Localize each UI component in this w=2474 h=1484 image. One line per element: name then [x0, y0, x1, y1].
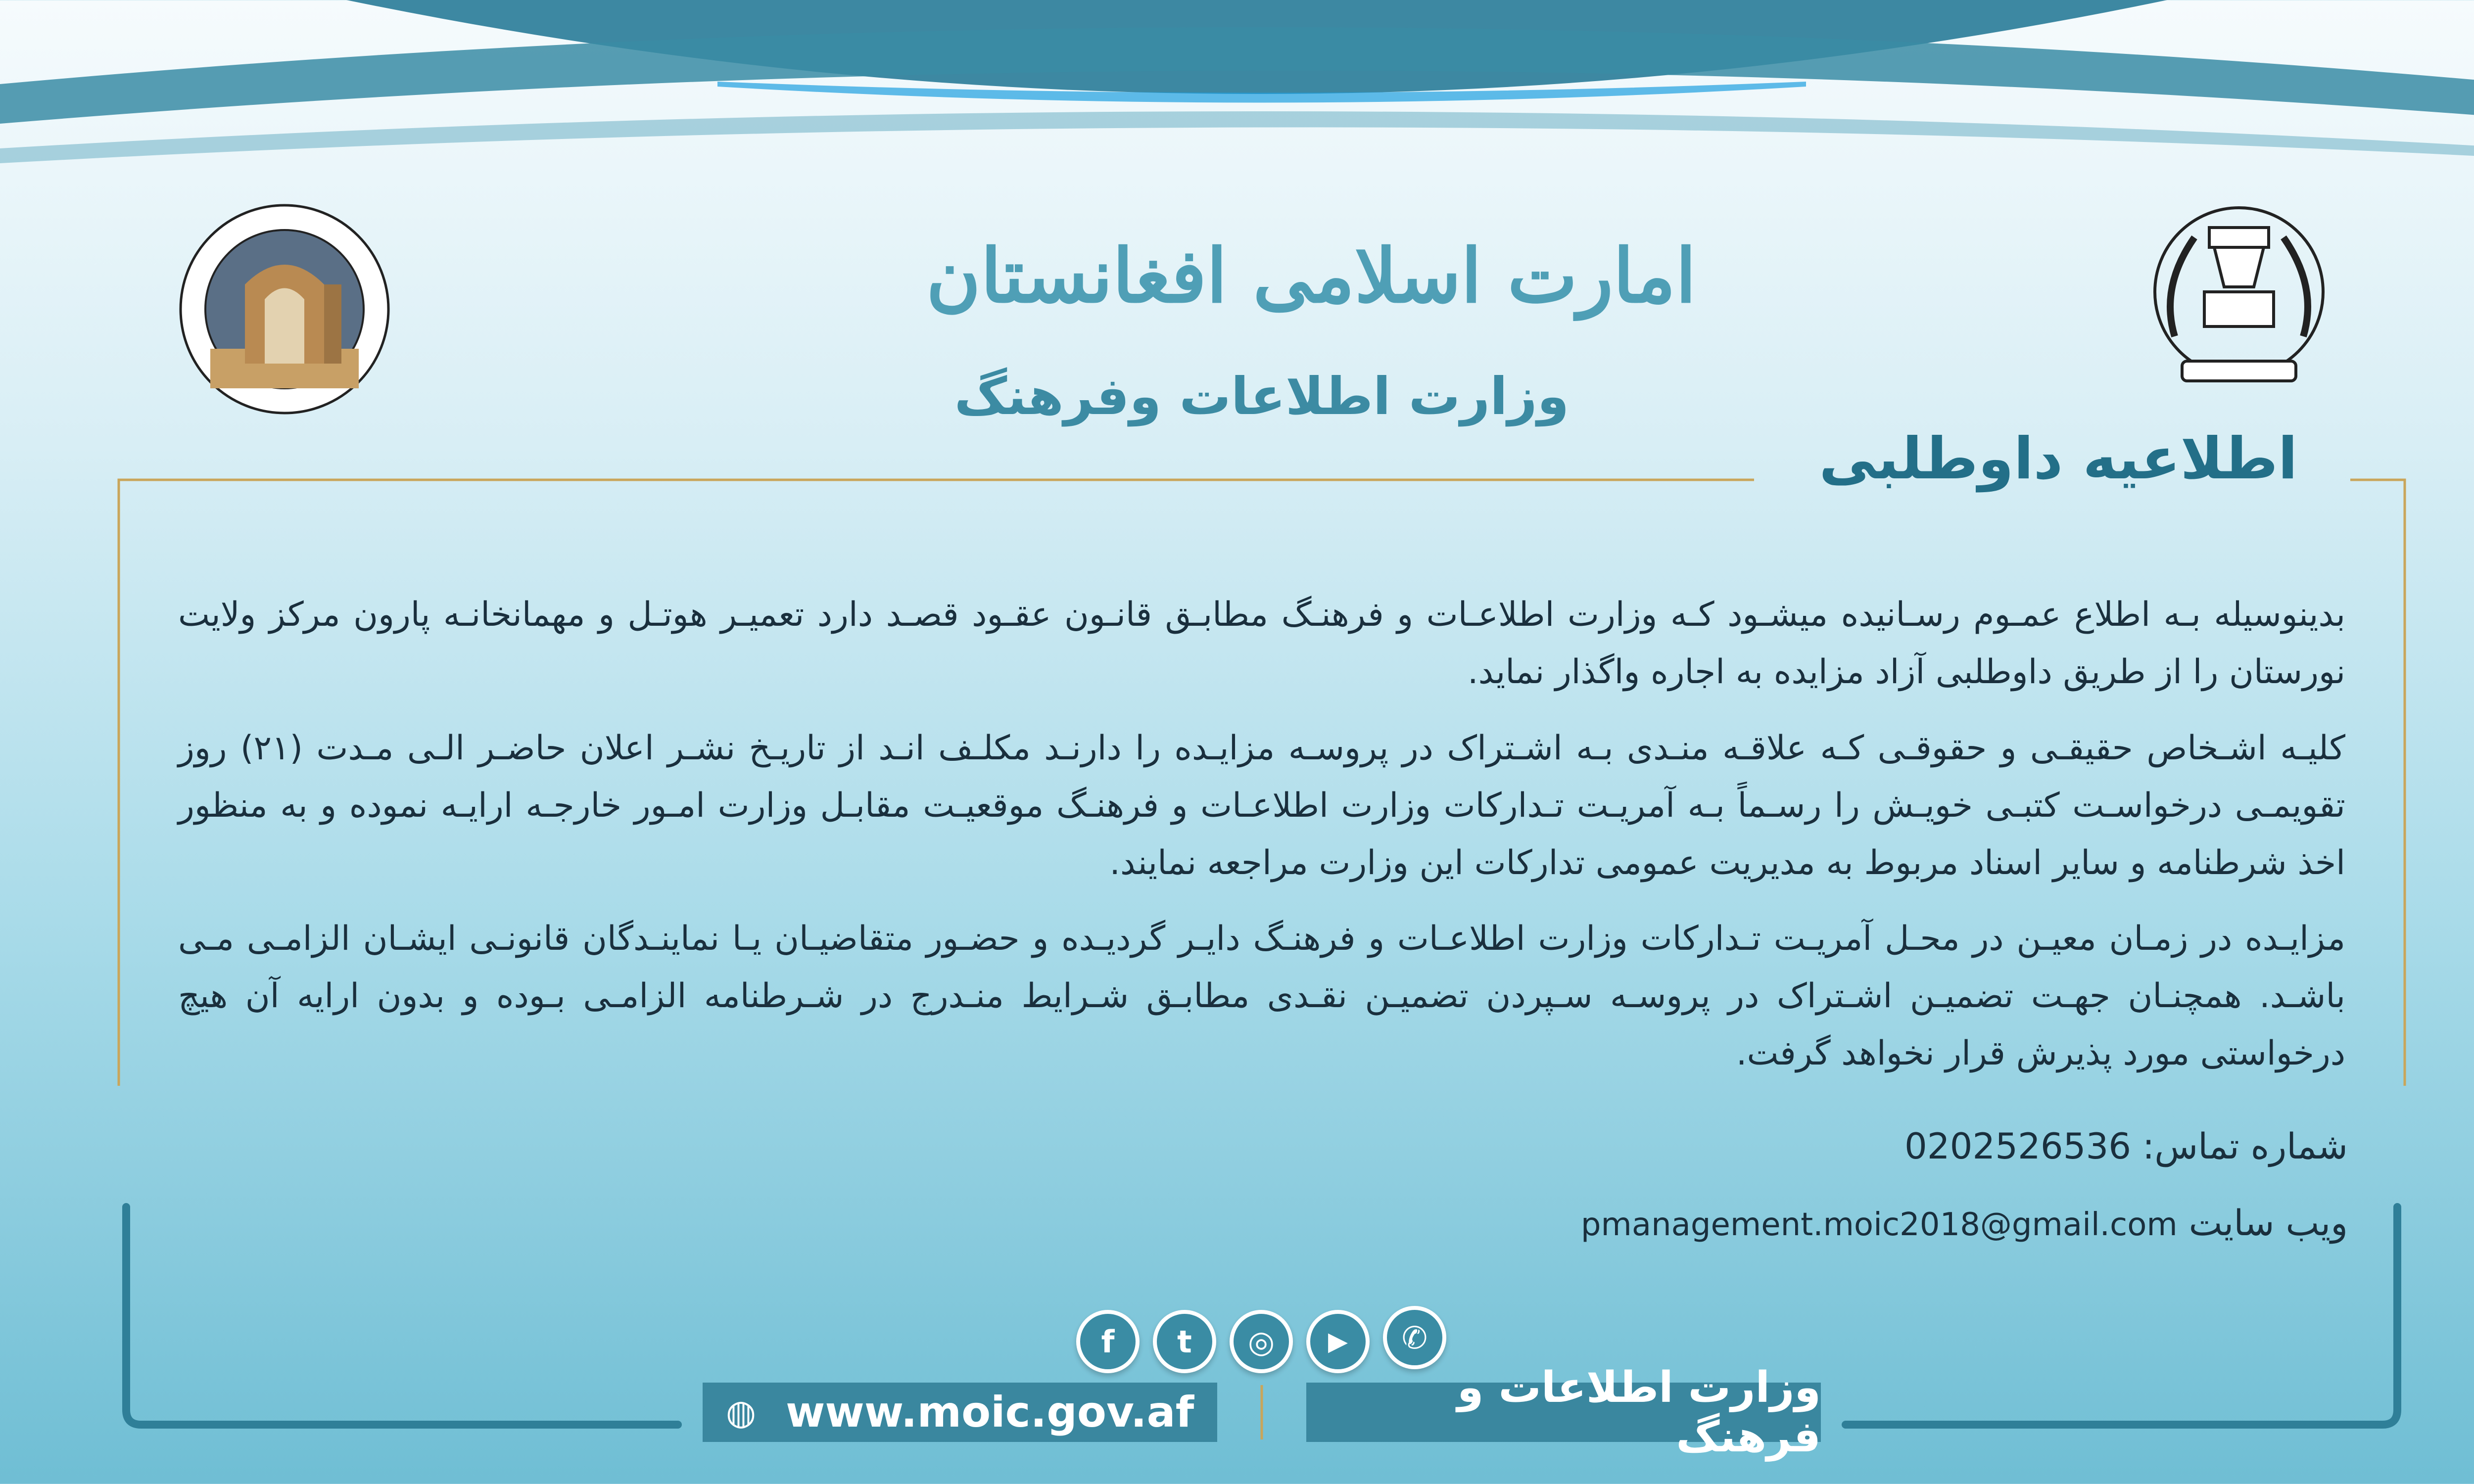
- notice-paragraph-3: مزایـده در زمـان معیـن در محـل آمریـت تـدارکات وزارت اطلاعـات و فرهنـگ دایـر گردیـده و حضـور متقاضیـان یـا نماینـدگان قانونـی ایشـان الزامـی مـی باشـد. همچنـان جهـت تضمیـن اشـتراک در پروسـه سـپردن تضمیـن نقـدی مطابـق شـرایط منـدرج در شـرطنامه الزامـی بـوده و بدون ارایه آن هیچ درخواستی مورد پذیرش قرار نخواهد گرفت.: [178, 919, 2345, 1073]
- facebook-icon[interactable]: f: [1076, 1310, 1140, 1373]
- web-label: ویب سایت: [2189, 1202, 2348, 1244]
- contact-phone: [1904, 1125, 2348, 1167]
- footer-ministry-name: وزارت اطلاعات و فرهنگ: [1457, 1363, 1821, 1462]
- notice-title: اطلاعیه داوطلبی: [1819, 425, 2298, 492]
- notice-paragraph-2: کلیـه اشـخاص حقیقـی و حقوقـی کـه علاقـه منـدی بـه اشـتراک در پروسـه مزایـده را دارنـد مکلـف انـد از تاریـخ نشـر اعلان حاضـر الـی مـدت (۲۱) روز تقویمـی درخواسـت کتبـی خویـش را رسـماً بـه آمریـت تـدارکات وزارت اطلاعـات و فرهنـگ موقعیـت مقابـل وزارت امـور خارجـه ارایـه نموده و به منظور اخذ شرطنامه و سایر اسناد مربوط به مدیریت عمومی تدارکات این وزارت مراجعه نمایند.: [178, 729, 2345, 882]
- notice-paragraph-1: بدینوسیله بـه اطلاع عمـوم رسـانیده میشـود کـه وزارت اطلاعـات و فرهنـگ مطابـق قانـون عقـود قصـد دارد تعمیـر هوتـل و مهمانخانـه پارون مرکز ولایت نورستان را از طریق داوطلبی آزاد مزایده به اجاره واگذار نماید.: [178, 595, 2345, 692]
- whatsapp-icon[interactable]: ✆: [1383, 1306, 1446, 1369]
- globe-icon: ◍: [725, 1392, 756, 1433]
- phone-number: 0202526536: [1904, 1125, 2132, 1167]
- ministry-title: وزارت اطلاعات وفرهنگ: [954, 366, 1570, 426]
- instagram-icon[interactable]: ◎: [1230, 1310, 1293, 1373]
- ministry-bar: [1306, 1363, 1821, 1462]
- twitter-icon[interactable]: t: [1153, 1310, 1216, 1373]
- phone-label: شماره تماس:: [2142, 1125, 2348, 1167]
- email-link[interactable]: pmanagement.moic2018@gmail.com: [1580, 1206, 2178, 1243]
- emirate-title: امارت اسلامی افغانستان: [926, 232, 1697, 320]
- ministry-logo: [176, 200, 393, 418]
- youtube-icon[interactable]: ▶: [1306, 1310, 1370, 1373]
- website-link[interactable]: www.moic.gov.af: [785, 1388, 1194, 1437]
- emblem-icon: [2130, 198, 2348, 396]
- website-bar[interactable]: [703, 1383, 1217, 1442]
- contact-web: [1581, 1202, 2348, 1244]
